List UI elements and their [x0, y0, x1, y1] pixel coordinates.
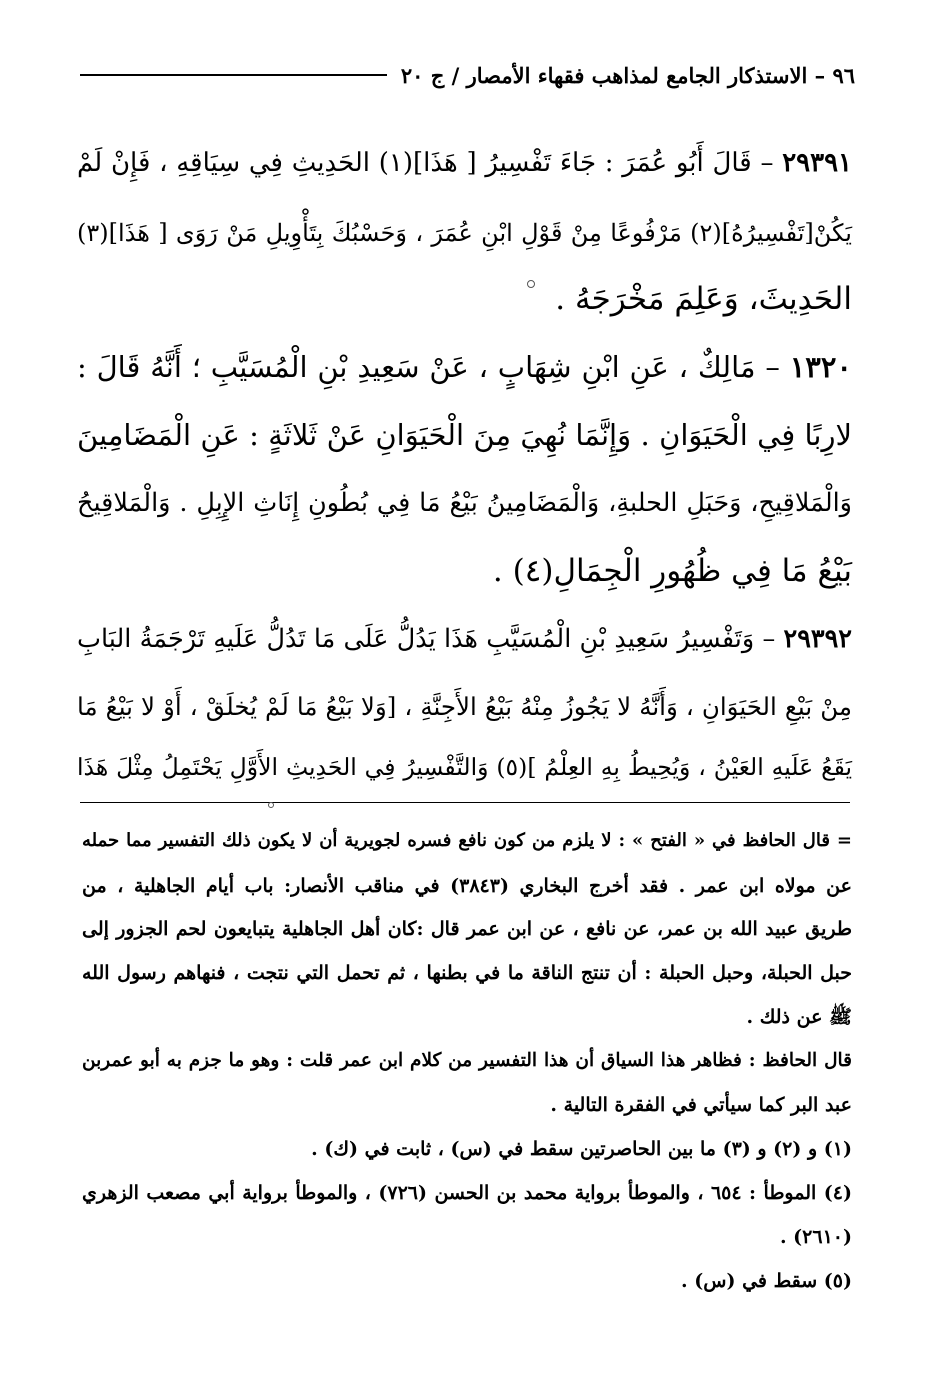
paragraph-line [77, 136, 852, 196]
footnote-line: طريق عبيد الله بن عمر، عن نافع ، عن ابن عمر قال :كان أهل الجاهلية يتبايعون لحم الجزور إلى [82, 918, 852, 940]
footnote-line: (١) و (٢) و (٣) ما بين الحاصرتين سقط في (س) ، ثابت في (ك) . [311, 1138, 852, 1160]
paragraph-line [77, 612, 852, 672]
page-title: ٩٦ – الاستذكار الجامع لمذاهب فقهاء الأمصار / ج ٢٠ [400, 62, 855, 88]
paragraph-line: مِنْ بَيْعِ الحَيَوَانِ ، وَأَنَّهُ لا يَجُوزُ مِنْهُ بَيْعُ الأَجِنَّةِ ، [وَلا بَيْعُ مَا لَمْ يُخلَقْ ، أَوْ لا بَيْعُ مَا [77, 692, 852, 721]
paragraph-line [77, 340, 852, 400]
paragraph-text: – قَالَ أَبُو عُمَرَ : جَاءَ تَفْسِيرُ [ هَذَا](١) الحَدِيثِ فِي سِيَاقِهِ ، فَإِنْ لَمْ [77, 148, 774, 178]
footnote-line: ﷺ عن ذلك . [746, 1006, 852, 1028]
paragraph-line: لارِبًا فِي الْحَيَوَانِ . وَإِنَّمَا نُهِيَ مِنَ الْحَيَوَانِ عَنْ ثَلاثَةٍ : عَنِ الْمَضَامِينَ [77, 418, 852, 452]
paragraph-text: – وَتَفْسِيرُ سَعِيدِ بْنِ الْمُسَيَّبِ هَذَا يَدُلُّ عَلَى مَا تَدُلُّ عَلَيهِ تَرْجَمَةُ البَابِ [77, 624, 776, 654]
paragraph-text: – مَالِكٌ ، عَنِ ابْنِ شِهَابٍ ، عَنْ سَعِيدِ بْنِ الْمُسَيَّبِ ؛ أَنَّهُ قَالَ : [77, 350, 780, 384]
footnote-line: (٢٦١٠) . [779, 1226, 852, 1248]
paragraph-line: الحَدِيثَ، وَعَلِمَ مَخْرَجَهُ . [555, 281, 852, 317]
footnote-line: (٥) سقط في (س) . [681, 1270, 852, 1292]
footnote-line: (٤) الموطأ : ٦٥٤ ، والموطأ برواية محمد بن الحسن (٧٢٦) ، والموطأ برواية أبي مصعب الزهري [82, 1182, 852, 1204]
footnote-line: = قال الحافظ في « الفتح » : لا يلزم من كون نافع فسره لجويرية أن لا يكون ذلك التفسير مما حمله [82, 830, 852, 851]
paragraph-number: ١٣٢٠ [789, 350, 853, 384]
paragraph-line: يَكُنْ[تَفْسِيرُهُ](٢) مَرْفُوعًا مِنْ قَوْلِ ابْنِ عُمَرَ ، وَحَسْبُكَ بِتَأْوِيلِ مَنْ رَوَى [ هَذَا](٣) [77, 219, 852, 247]
paper-speck [268, 802, 274, 808]
paragraph-number: ٢٩٣٩١ [782, 148, 853, 178]
paragraph-number: ٢٩٣٩٢ [783, 624, 852, 654]
paper-speck [527, 280, 535, 288]
footnote-line: عن مولاه ابن عمر . فقد أخرج البخاري (٣٨٤٣) في مناقب الأنصار: باب أيام الجاهلية ، من [82, 875, 852, 897]
paragraph-line: يَقَعُ عَلَيهِ العَيْنُ ، وَيُحِيطُ بِهِ العِلْمُ ](٥) وَالتَّفْسِيرُ فِي الحَدِيثِ الأَوَّلِ يَحْتَمِلُ مِثْلَ هَذَا [77, 753, 852, 781]
paragraph-line: وَالْمَلاقِيحِ، وَحَبَلِ الحلبةِ، وَالْمَضَامِينُ بَيْعُ مَا فِي بُطُونِ إِنَاثِ الإِبِلِ . وَالْمَلاقِيحُ [77, 488, 852, 518]
footnote-line: عبد البر كما سيأتي في الفقرة التالية . [550, 1094, 852, 1116]
header-rule [80, 74, 387, 76]
text-underline-rule [80, 802, 850, 803]
running-header [80, 58, 855, 92]
paragraph-line: بَيْعُ مَا فِي ظُهُورِ الْجِمَالِ(٤) . [492, 553, 852, 589]
footnote-line: حبل الحبلة، وحبل الحبلة : أن تنتج الناقة ما في بطنها ، ثم تحمل التي نتجت ، فنهاهم رسول الله [82, 962, 852, 984]
footnote-line: قال الحافظ : فظاهر هذا السياق أن هذا التفسير من كلام ابن عمر قلت : وهو ما جزم به أبو عمربن [82, 1050, 852, 1071]
